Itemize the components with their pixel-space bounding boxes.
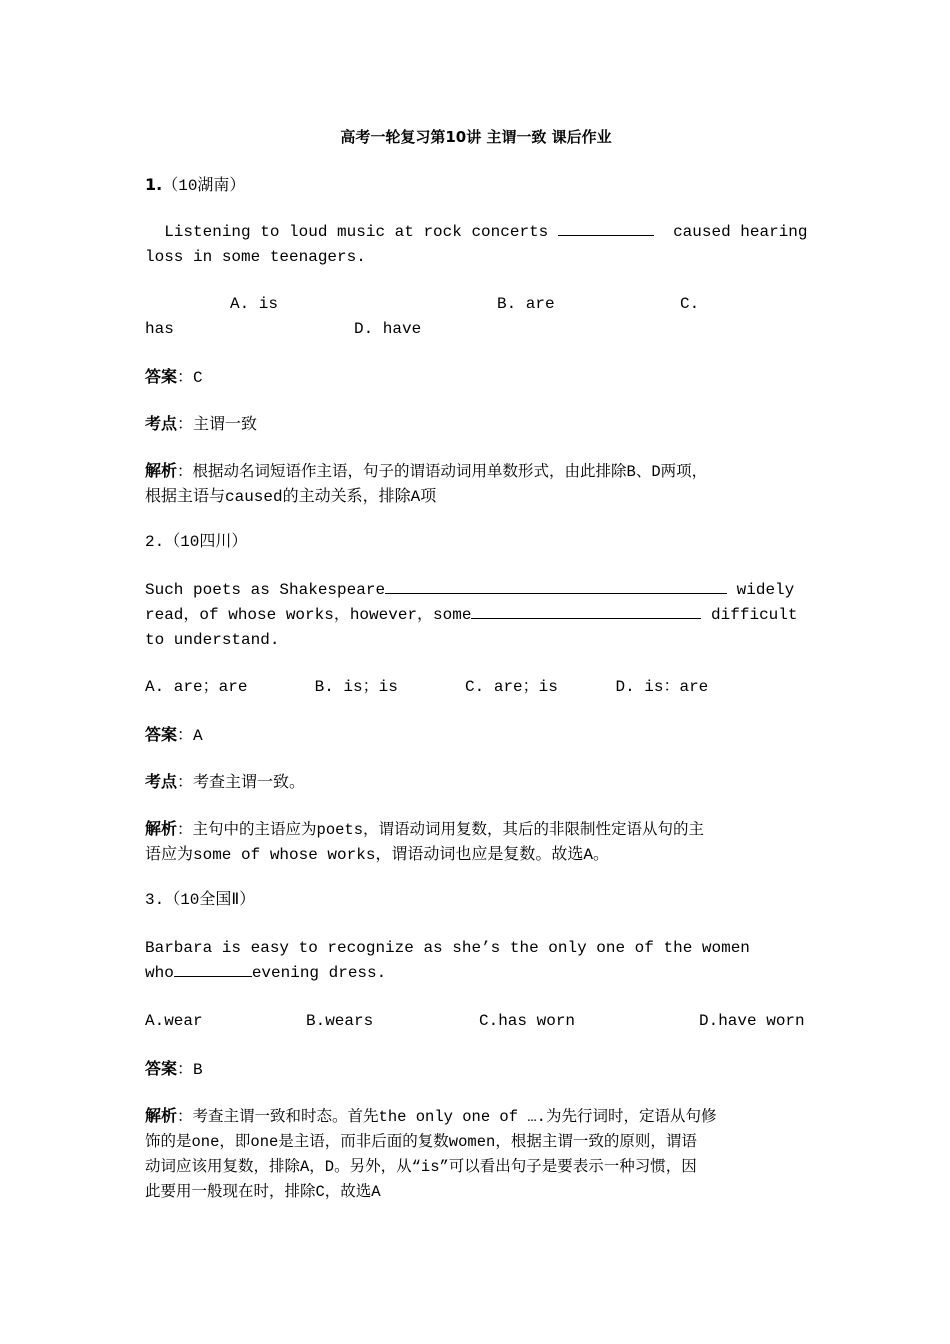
q3-option-b: B.wears: [306, 1012, 374, 1030]
q1-answer: [145, 364, 203, 391]
q1-option-c: C.: [680, 295, 700, 313]
q1-analysis: [145, 458, 807, 510]
q1-point-label: 考点: [145, 414, 178, 433]
q1-answer-value: ：C: [177, 369, 203, 387]
q2-options: A. are；are B. is；is C. are；is D. is：are: [145, 678, 709, 696]
q2-analysis-line2: 语应为some of whose works，谓语动词也应是复数。故选A。: [145, 846, 610, 864]
q1-analysis-label: 解析: [145, 461, 178, 480]
q2-stem-line3: to understand.: [145, 631, 280, 649]
q3-analysis-label: 解析: [145, 1106, 178, 1125]
q1-stem-text-a: Listening to loud music at rock concerts: [145, 223, 558, 241]
q3-answer: [145, 1056, 203, 1083]
q1-option-b: B. are: [497, 295, 555, 313]
q2-answer: [145, 722, 203, 749]
q3-answer-label: 答案: [145, 1059, 178, 1078]
q3-analysis-line1: ：考查主谓一致和时态。首先the only one of ….为先行词时，定语从句修: [177, 1108, 717, 1126]
q2-answer-label: 答案: [145, 725, 178, 744]
q1-blank: [558, 220, 654, 236]
q2-stem-text-b: widely: [727, 581, 795, 599]
q2-analysis: [145, 816, 807, 868]
q2-analysis-label: 解析: [145, 819, 178, 838]
q2-blank-1: [385, 578, 727, 594]
q1-stem-line2: loss in some teenagers.: [145, 248, 366, 266]
q1-answer-label: 答案: [145, 367, 178, 386]
q2-stem-text-d: difficult: [701, 606, 798, 624]
q3-analysis-line2: 饰的是one，即one是主语，而非后面的复数women，根据主谓一致的原则，谓语: [145, 1133, 697, 1151]
q2-analysis-line1: ：主句中的主语应为poets，谓语动词用复数，其后的非限制性定语从句的主: [177, 821, 705, 839]
q2-stem-text-a: Such poets as Shakespeare: [145, 581, 386, 599]
q1-analysis-line1: ：根据动名词短语作主语，句子的谓语动词用单数形式，由此排除B、D两项，: [177, 463, 708, 481]
q3-stem-text-b: evening dress.: [251, 964, 387, 982]
q1-option-d: D. have: [354, 320, 422, 338]
q1-option-c-cont: has: [145, 320, 174, 338]
q2-stem-line2: [145, 603, 797, 628]
q3-option-d: D.have worn: [699, 1012, 805, 1030]
q2-point: [145, 769, 305, 796]
q1-option-a: A. is: [230, 295, 279, 313]
q3-analysis-line3: 动词应该用复数，排除A，D。另外，从“is”可以看出句子是要表示一种习惯，因: [145, 1158, 697, 1176]
q3-stem-line2: [145, 961, 386, 986]
q3-stem-line1: Barbara is easy to recognize as she’s the only one of the women: [145, 939, 750, 957]
q3-blank: [174, 961, 252, 977]
q1-point: [145, 411, 257, 438]
q2-answer-value: ：A: [177, 727, 203, 745]
q3-option-a: A.wear: [145, 1012, 203, 1030]
q1-source: （10湖南）: [162, 177, 246, 195]
q3-stem-text-a: who: [145, 964, 174, 982]
q3-header: 3.（10全国Ⅱ）: [145, 891, 256, 909]
q2-point-label: 考点: [145, 772, 178, 791]
q3-answer-value: ：B: [177, 1061, 203, 1079]
q2-blank-2: [471, 603, 701, 619]
q1-analysis-line2: 根据主语与caused的主动关系，排除A项: [145, 488, 437, 506]
q1-header: [145, 172, 245, 199]
q3-option-c: C.has worn: [479, 1012, 576, 1030]
q1-stem-text-b: caused hearing: [653, 223, 808, 241]
q3-analysis-line4: 此要用一般现在时，排除C，故选A: [145, 1183, 381, 1201]
q1-number: 1.: [145, 175, 163, 194]
q1-point-value: ：主谓一致: [177, 416, 258, 434]
q2-stem-text-c: read，of whose works，however，some: [145, 606, 472, 624]
q1-stem-line1: [145, 220, 808, 245]
q2-stem-line1: [145, 578, 794, 603]
q2-point-value: ：考查主谓一致。: [177, 774, 306, 792]
q2-header: 2.（10四川）: [145, 533, 248, 551]
q3-analysis: [145, 1103, 807, 1205]
page-title: 高考一轮复习第10讲 主谓一致 课后作业: [340, 128, 612, 146]
